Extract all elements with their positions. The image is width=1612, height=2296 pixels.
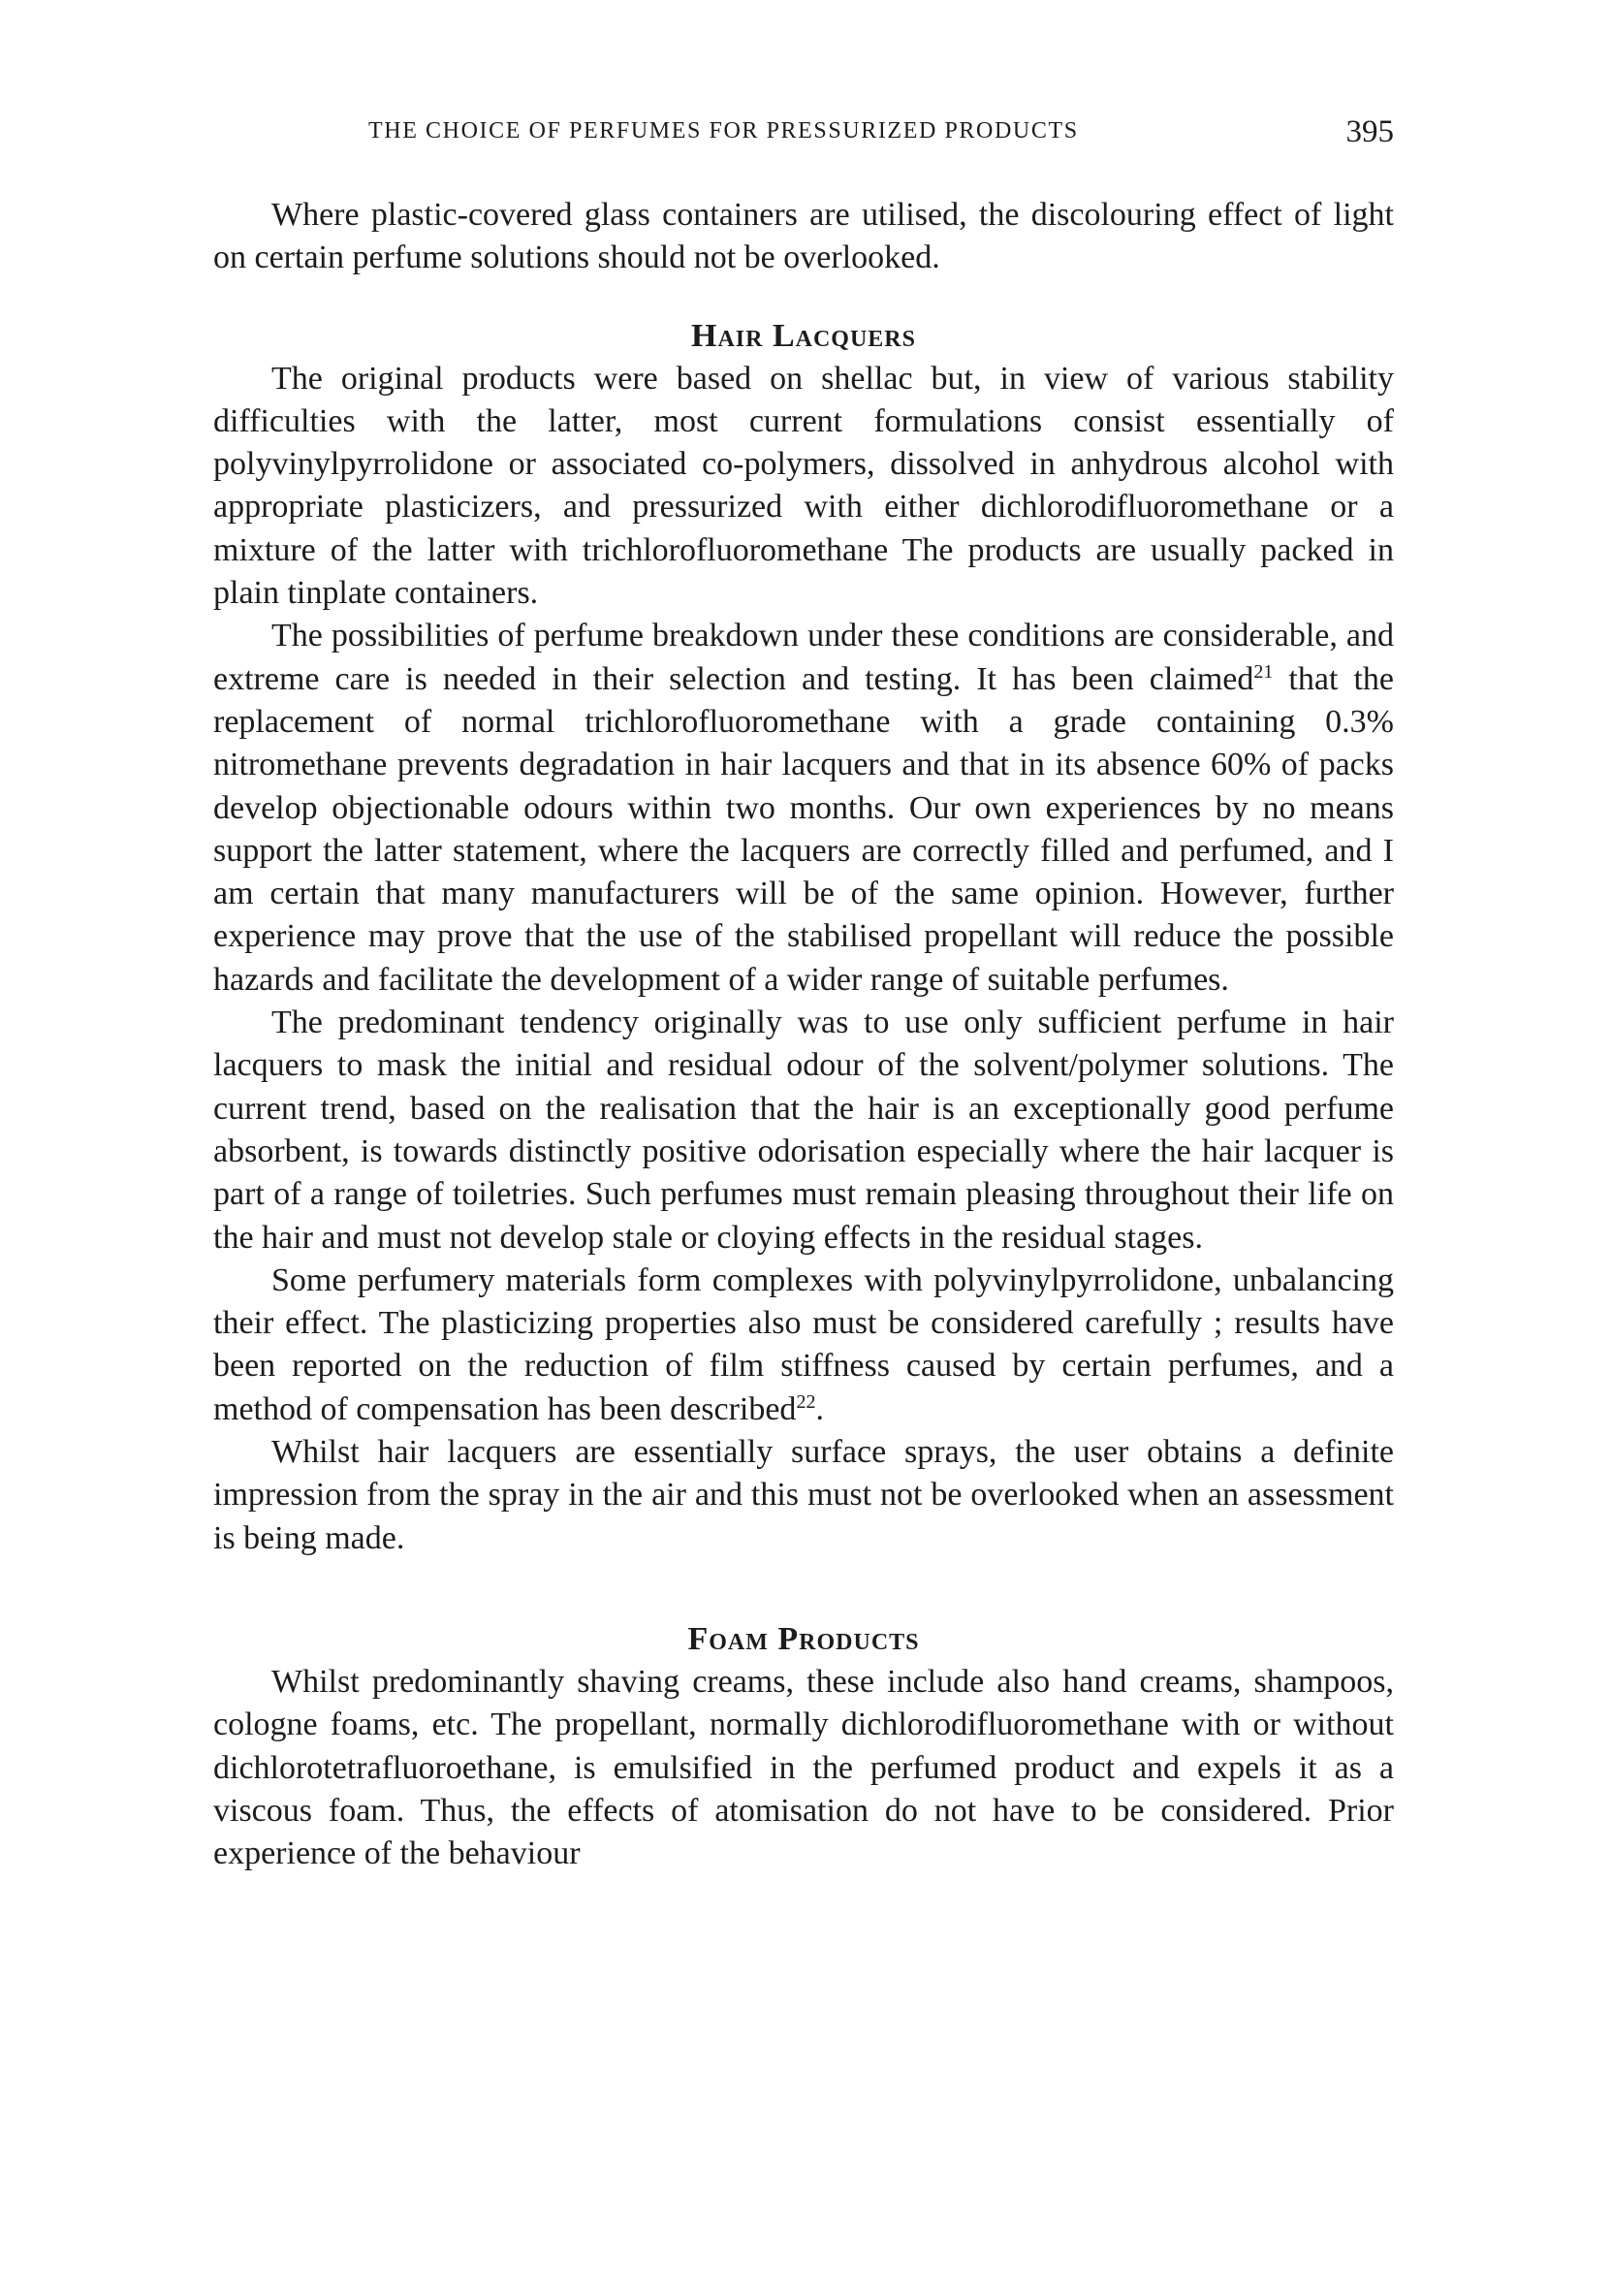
reference-superscript: 21: [1253, 660, 1274, 683]
paragraph-text: that the replacement of normal trichlorofluoromethane with a grade containing 0.3% nitromethane prevents degradation in hair lacquers and that in its absence 60% of packs develop objectionable odours within two months. Our own experiences by no means support the latter statement, where the lacquers are correctly filled and perfumed, and I am certain that many manufacturers will be of the same opinion. However, further experience may prove that the use of the stabilised propellant will reduce the possible hazards and facilitate the development of a wider range of suitable perfumes.: [213, 660, 1394, 998]
paragraph-text: Some perfumery materials form complexes with polyvinylpyrrolidone, unbalancing their effect. The plasticizing properties also must be considered carefully ; results have been reported on the reduction of film stiffness caused by certain perfumes, and a method of compensation has been described: [213, 1261, 1394, 1427]
body-text: [213, 194, 1394, 1875]
hair-lacquers-paragraph-2: [213, 615, 1394, 1002]
paragraph-text: The possibilities of perfume breakdown under these conditions are considerable, and extreme care is needed in their selection and testing. It has been claimed: [213, 618, 1394, 697]
intro-paragraph: Where plastic-covered glass containers are utilised, the discolouring effect of light on certain perfume solutions should not be overlooked.: [213, 197, 1394, 276]
section-heading-foam-products: Foam Products: [687, 1620, 920, 1657]
hair-lacquers-paragraph-4: [213, 1260, 1394, 1431]
hair-lacquers-paragraph-3: The predominant tendency originally was to use only sufficient perfume in hair lacquers to mask the initial and residual odour of the solvent/polymer solutions. The current trend, based on the realisation that the hair is an exceptionally good perfume absorbent, is towards distinctly positive odorisation especially where the hair lacquer is part of a range of toiletries. Such perfumes must remain pleasing throughout their life on the hair and must not develop stale or cloying effects in the residual stages.: [213, 1004, 1394, 1256]
page-number: 395: [1345, 114, 1394, 149]
hair-lacquers-paragraph-1: The original products were based on shellac but, in view of various stability difficulties with the latter, most current formulations consist essentially of polyvinylpyrrolidone or associated co-polymers, dissolved in anhydrous alcohol with appropriate plasticizers, and pressurized with either dichlorodifluoromethane or a mixture of the latter with trichlorofluoromethane The products are usually packed in plain tinplate containers.: [213, 360, 1394, 612]
reference-superscript: 22: [796, 1390, 816, 1413]
running-title: THE CHOICE OF PERFUMES FOR PRESSURIZED PRODUCTS: [368, 118, 1079, 144]
running-head: [213, 114, 1394, 153]
paragraph-text: .: [815, 1390, 824, 1427]
foam-products-paragraph-1: Whilst predominantly shaving creams, these include also hand creams, shampoos, cologne foams, etc. The propellant, normally dichlorodifluoromethane with or without dichlorotetrafluoroethane, is emulsified in the perfumed product and expels it as a viscous foam. Thus, the effects of atomisation do not have to be considered. Prior experience of the behaviour: [213, 1663, 1394, 1872]
hair-lacquers-paragraph-5: Whilst hair lacquers are essentially surface sprays, the user obtains a definite impression from the spray in the air and this must not be overlooked when an assessment is being made.: [213, 1434, 1394, 1556]
section-heading-hair-lacquers: Hair Lacquers: [691, 317, 916, 354]
